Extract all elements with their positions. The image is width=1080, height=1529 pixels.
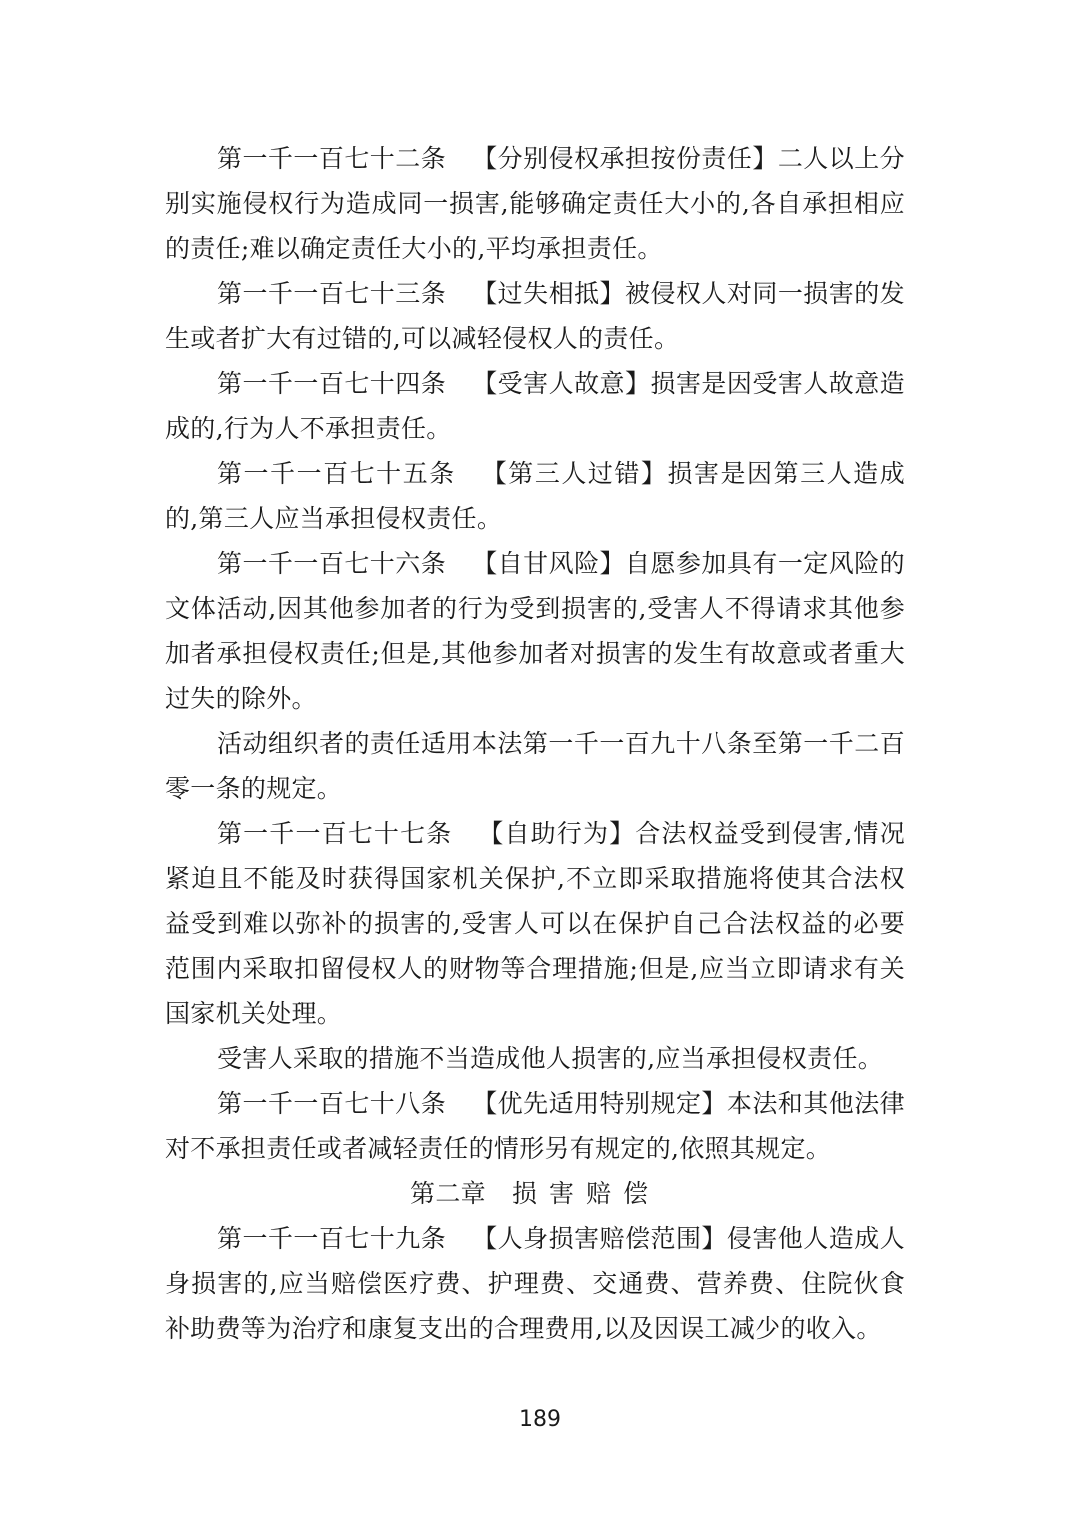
article-1175 xyxy=(165,451,905,541)
article-number: 第一千一百七十五条 xyxy=(217,459,456,488)
article-title: 【自甘风险】 xyxy=(472,549,626,578)
article-number: 第一千一百七十三条 xyxy=(217,279,447,308)
article-title: 【自助行为】 xyxy=(478,819,636,848)
article-text: 侵害他人造成人身损害的,应当赔偿医疗费、护理费、交通费、营养费、住院伙食补助费等为治疗和康复支出的合理费用,以及因误工减少的收入。 xyxy=(165,1224,905,1343)
article-1174 xyxy=(165,361,905,451)
article-title: 【人身损害赔偿范围】 xyxy=(472,1224,727,1253)
article-1178 xyxy=(165,1081,905,1171)
article-title: 【分别侵权承担按份责任】 xyxy=(472,144,778,173)
article-title: 【第三人过错】 xyxy=(481,459,668,488)
article-text: 合法权益受到侵害,情况紧迫且不能及时获得国家机关保护,不立即采取措施将使其合法权益受到难以弥补的损害的,受害人可以在保护自己合法权益的必要范围内采取扣留侵权人的财物等合理措施;但是,应当立即请求有关国家机关处理。 xyxy=(165,819,906,1028)
article-number: 第一千一百七十四条 xyxy=(217,369,447,398)
chapter-title: 损害赔偿 xyxy=(511,1179,660,1208)
article-text: 损害是因第三人造成的,第三人应当承担侵权责任。 xyxy=(165,459,905,533)
article-number: 第一千一百七十六条 xyxy=(217,549,447,578)
article-text: 二人以上分别实施侵权行为造成同一损害,能够确定责任大小的,各自承担相应的责任;难以确定责任大小的,平均承担责任。 xyxy=(165,144,905,263)
article-1176 xyxy=(165,541,905,721)
article-number: 第一千一百七十二条 xyxy=(217,144,447,173)
article-title: 【过失相抵】 xyxy=(472,279,626,308)
article-1177-paragraph-2: 受害人采取的措施不当造成他人损害的,应当承担侵权责任。 xyxy=(217,1044,884,1073)
article-1173 xyxy=(165,271,905,361)
article-1172 xyxy=(165,136,905,271)
article-text: 自愿参加具有一定风险的文体活动,因其他参加者的行为受到损害的,受害人不得请求其他参加者承担侵权责任;但是,其他参加者对损害的发生有故意或者重大过失的除外。 xyxy=(165,549,905,713)
article-text: 被侵权人对同一损害的发生或者扩大有过错的,可以减轻侵权人的责任。 xyxy=(165,279,905,353)
article-title: 【受害人故意】 xyxy=(472,369,651,398)
article-number: 第一千一百七十九条 xyxy=(217,1224,447,1253)
page-number: 189 xyxy=(519,1407,561,1432)
article-number: 第一千一百七十八条 xyxy=(217,1089,447,1118)
article-text: 损害是因受害人故意造成的,行为人不承担责任。 xyxy=(165,369,905,443)
document-body xyxy=(165,136,905,1351)
article-number: 第一千一百七十七条 xyxy=(217,819,453,848)
chapter-number: 第二章 xyxy=(410,1179,486,1208)
article-title: 【优先适用特别规定】 xyxy=(472,1089,727,1118)
article-text: 本法和其他法律对不承担责任或者减轻责任的情形另有规定的,依照其规定。 xyxy=(165,1089,905,1163)
chapter-heading xyxy=(165,1171,905,1216)
article-1177 xyxy=(165,811,905,1036)
article-1179 xyxy=(165,1216,905,1351)
article-1176-paragraph-2: 活动组织者的责任适用本法第一千一百九十八条至第一千二百零一条的规定。 xyxy=(165,729,905,803)
